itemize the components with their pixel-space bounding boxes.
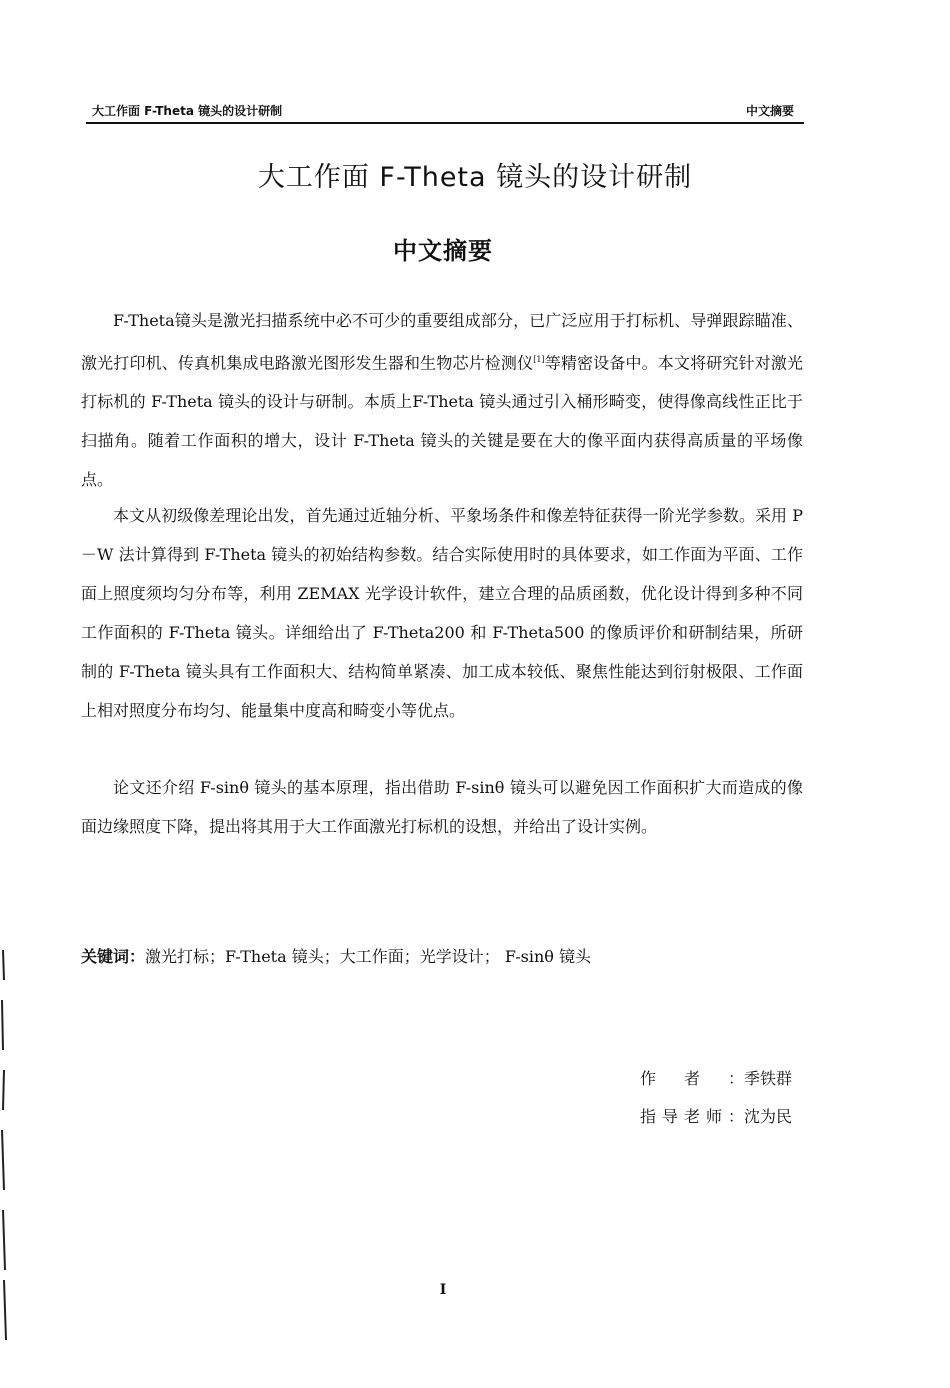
page-number: I [439, 1282, 447, 1298]
abstract-heading: 中文摘要 [393, 237, 493, 265]
header-rule [86, 122, 804, 124]
author-label: 作者： [640, 1069, 744, 1088]
abstract-paragraph-2 [81, 496, 803, 730]
document-title: 大工作面 F-Theta 镜头的设计研制 [257, 162, 693, 193]
author-name: 季铁群 [744, 1069, 793, 1088]
running-header [86, 100, 804, 122]
advisor-name: 沈为民 [744, 1107, 793, 1126]
author-line [640, 1066, 792, 1089]
abstract-paragraph-3 [81, 768, 803, 846]
running-header-title: 大工作面 F-Theta 镜头的设计研制 [92, 104, 283, 118]
paragraph-1-text-continued: 等精密设备中。本文将研究针对激光打标机的 F-Theta 镜头的设计与研制。本质上F-Theta 镜头通过引入桶形畸变，使得像高线性正比于扫描角。随着工作面积的增大，设计 F-Theta 镜头的关键是要在大的像平面内获得高质量的平场像点。 [81, 353, 803, 490]
citation-mark: [1] [533, 355, 545, 364]
paragraph-1-text: F-Theta镜头是激光扫描系统中必不可少的重要组成部分，已广泛应用于打标机、导弹跟踪瞄准、激光打印机、传真机集成电路激光图形发生器和生物芯片检测仪 [81, 311, 803, 373]
abstract-paragraph-1 [81, 301, 803, 499]
keywords-label: 关键词： [81, 947, 146, 966]
scan-binding-edge [0, 940, 14, 1360]
paragraph-2-text: 本文从初级像差理论出发，首先通过近轴分析、平象场条件和像差特征获得一阶光学参数。采用 P－W 法计算得到 F-Theta 镜头的初始结构参数。结合实际使用时的具体要求，如工作面为平面、工作面上照度须均匀分布等，利用 ZEMAX 光学设计软件，建立合理的品质函数，优化设计得到多种不同工作面积的 F-Theta 镜头。详细给出了 F-Theta200 和 F-Theta500 的像质评价和研制结果，所研制的 F-Theta 镜头具有工作面积大、结构简单紧凑、加工成本较低、聚焦性能达到衍射极限、工作面上相对照度分布均匀、能量集中度高和畸变小等优点。 [81, 506, 803, 720]
advisor-label: 指导老师： [640, 1107, 744, 1126]
keywords-text: 激光打标；F-Theta 镜头；大工作面；光学设计； F-sinθ 镜头 [145, 947, 591, 966]
running-header-section: 中文摘要 [745, 104, 794, 118]
keywords-line [81, 944, 591, 967]
advisor-line [640, 1104, 792, 1127]
paragraph-3-text: 论文还介绍 F-sinθ 镜头的基本原理，指出借助 F-sinθ 镜头可以避免因工作面积扩大而造成的像面边缘照度下降，提出将其用于大工作面激光打标机的设想，并给出了设计实例。 [81, 778, 803, 836]
